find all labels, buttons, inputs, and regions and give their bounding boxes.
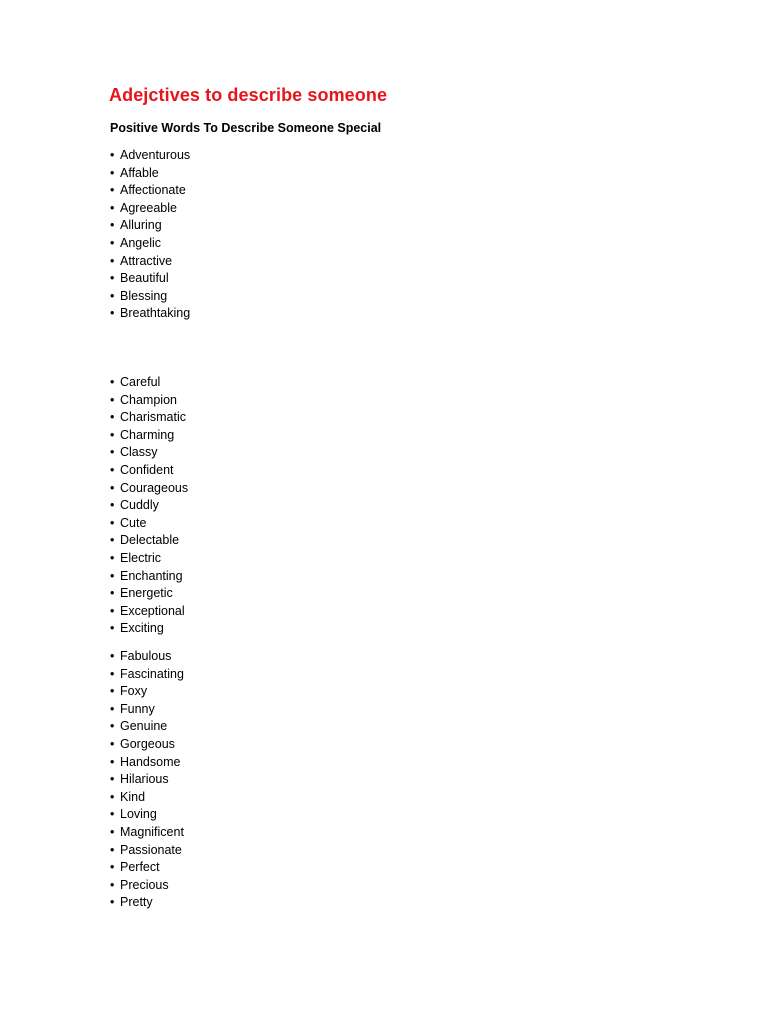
list-item-text: Courageous <box>120 480 189 495</box>
list-item <box>110 824 184 842</box>
list-item-text: Angelic <box>120 235 161 250</box>
list-item <box>110 409 188 427</box>
bullet-icon: • <box>110 736 115 751</box>
list-item <box>110 515 188 533</box>
bullet-icon: • <box>110 515 115 530</box>
list-item-text: Cuddly <box>120 498 159 513</box>
list-item <box>110 585 188 603</box>
list-item-text: Blessing <box>120 288 168 303</box>
list-item <box>110 666 184 684</box>
list-item-text: Magnificent <box>120 824 184 839</box>
list-item <box>110 789 184 807</box>
list-item-text: Perfect <box>120 860 160 875</box>
bullet-icon: • <box>110 789 115 804</box>
list-item-text: Cute <box>120 515 147 530</box>
list-item-text: Exciting <box>120 621 164 636</box>
list-item <box>110 620 188 638</box>
bullet-icon: • <box>110 603 115 618</box>
list-item-text: Beautiful <box>120 271 169 286</box>
bullet-icon: • <box>110 445 115 460</box>
list-item-text: Loving <box>120 807 157 822</box>
list-item-text: Charismatic <box>120 410 186 425</box>
list-item-text: Fabulous <box>120 649 172 663</box>
list-item <box>110 392 188 410</box>
list-item-text: Genuine <box>120 719 168 734</box>
bullet-icon: • <box>110 183 115 198</box>
list-item-text: Exceptional <box>120 603 185 618</box>
list-item-text: Adventurous <box>120 148 191 162</box>
bullet-icon: • <box>110 824 115 839</box>
list-item <box>110 374 188 392</box>
list-item-text: Passionate <box>120 842 182 857</box>
list-item <box>110 603 188 621</box>
bullet-icon: • <box>110 165 115 180</box>
bullet-icon: • <box>110 218 115 233</box>
list-item <box>110 877 184 895</box>
list-item <box>110 894 184 912</box>
list-item-text: Gorgeous <box>120 736 175 751</box>
list-item-text: Enchanting <box>120 568 183 583</box>
list-item <box>110 480 188 498</box>
list-item <box>110 235 190 253</box>
bullet-icon: • <box>110 306 115 321</box>
list-item <box>110 754 184 772</box>
list-item <box>110 532 188 550</box>
bullet-icon: • <box>110 621 115 636</box>
bullet-icon: • <box>110 427 115 442</box>
bullet-icon: • <box>110 807 115 822</box>
bullet-icon: • <box>110 719 115 734</box>
list-item <box>110 182 190 200</box>
list-item <box>110 736 184 754</box>
bullet-icon: • <box>110 375 115 389</box>
list-item <box>110 444 188 462</box>
bullet-icon: • <box>110 235 115 250</box>
list-item-text: Affable <box>120 165 159 180</box>
list-item-text: Classy <box>120 445 158 460</box>
bullet-icon: • <box>110 649 115 663</box>
list-item-text: Pretty <box>120 895 153 910</box>
bullet-icon: • <box>110 895 115 910</box>
list-item <box>110 427 188 445</box>
document-subtitle: Positive Words To Describe Someone Special <box>110 121 382 135</box>
list-item <box>110 497 188 515</box>
list-item <box>110 806 184 824</box>
list-item <box>110 842 184 860</box>
list-item-text: Alluring <box>120 218 162 233</box>
bullet-icon: • <box>110 392 115 407</box>
list-item-text: Charming <box>120 427 175 442</box>
list-item-text: Precious <box>120 877 169 892</box>
bullet-icon: • <box>110 684 115 699</box>
bullet-icon: • <box>110 533 115 548</box>
list-item <box>110 165 190 183</box>
bullet-icon: • <box>110 148 115 162</box>
list-item <box>110 771 184 789</box>
bullet-icon: • <box>110 253 115 268</box>
list-item-text: Breathtaking <box>120 306 191 321</box>
list-item <box>110 859 184 877</box>
list-item <box>110 147 190 165</box>
list-item <box>110 648 184 666</box>
bullet-icon: • <box>110 462 115 477</box>
list-item-text: Funny <box>120 701 155 716</box>
word-list-1 <box>110 147 190 323</box>
list-item <box>110 550 188 568</box>
bullet-icon: • <box>110 701 115 716</box>
list-item-text: Kind <box>120 789 146 804</box>
list-item-text: Confident <box>120 462 174 477</box>
list-item-text: Delectable <box>120 533 180 548</box>
list-item-text: Agreeable <box>120 200 177 215</box>
bullet-icon: • <box>110 200 115 215</box>
list-item <box>110 217 190 235</box>
list-item-text: Fascinating <box>120 666 184 681</box>
bullet-icon: • <box>110 288 115 303</box>
bullet-icon: • <box>110 568 115 583</box>
list-item-text: Electric <box>120 550 161 565</box>
list-item-text: Affectionate <box>120 183 186 198</box>
bullet-icon: • <box>110 772 115 787</box>
list-item <box>110 200 190 218</box>
list-item <box>110 568 188 586</box>
list-item-text: Handsome <box>120 754 181 769</box>
word-list-2 <box>110 374 188 638</box>
list-item <box>110 253 190 271</box>
bullet-icon: • <box>110 842 115 857</box>
bullet-icon: • <box>110 550 115 565</box>
list-item <box>110 683 184 701</box>
bullet-icon: • <box>110 410 115 425</box>
list-item-text: Champion <box>120 392 177 407</box>
list-item <box>110 718 184 736</box>
list-item-text: Foxy <box>120 684 148 699</box>
list-item-text: Energetic <box>120 586 173 601</box>
bullet-icon: • <box>110 877 115 892</box>
list-item <box>110 305 190 323</box>
bullet-icon: • <box>110 480 115 495</box>
bullet-icon: • <box>110 860 115 875</box>
bullet-icon: • <box>110 498 115 513</box>
list-item <box>110 270 190 288</box>
bullet-icon: • <box>110 271 115 286</box>
list-item <box>110 288 190 306</box>
document-title: Adejctives to describe someone <box>109 85 388 105</box>
list-item <box>110 701 184 719</box>
word-list-3 <box>110 648 184 912</box>
bullet-icon: • <box>110 754 115 769</box>
list-item-text: Careful <box>120 375 161 389</box>
bullet-icon: • <box>110 666 115 681</box>
list-item-text: Hilarious <box>120 772 169 787</box>
bullet-icon: • <box>110 586 115 601</box>
list-item <box>110 462 188 480</box>
list-item-text: Attractive <box>120 253 173 268</box>
